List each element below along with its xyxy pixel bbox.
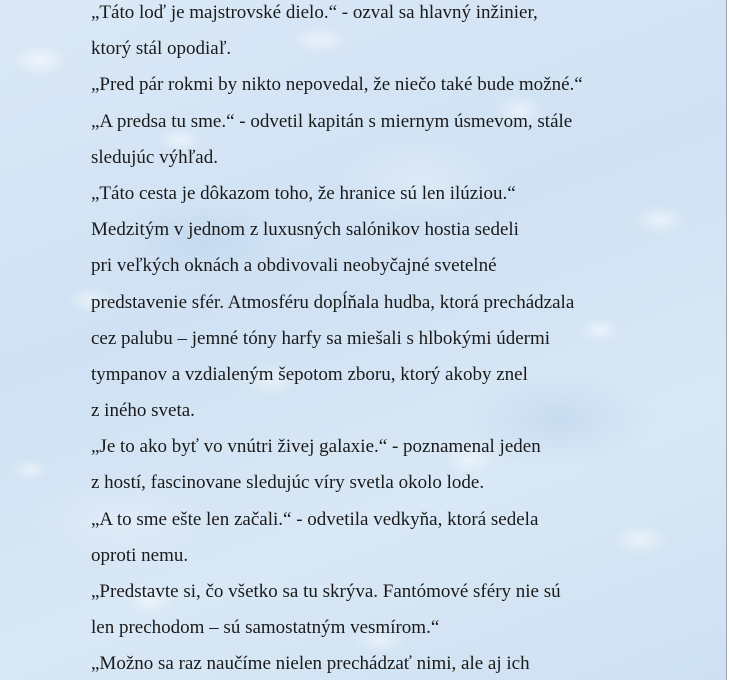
text-line: sledujúc výhľad. — [91, 146, 218, 168]
text-line: pri veľkých oknách a obdivovali neobyčajné svetelné — [91, 255, 497, 277]
text-line: „A predsa tu sme.“ - odvetil kapitán s miernym úsmevom, stále — [91, 110, 573, 132]
text-line: oproti nemu. — [91, 544, 189, 566]
text-line: „Pred pár rokmi by nikto nepovedal, že niečo také bude možné.“ — [91, 74, 583, 96]
text-line: „Možno sa raz naučíme nielen prechádzať nimi, ale aj ich — [91, 653, 530, 675]
text-line: „Predstavte si, čo všetko sa tu skrýva. Fantómové sféry nie sú — [91, 581, 561, 602]
document-text — [91, 0, 651, 680]
text-line: predstavenie sfér. Atmosféru dopĺňala hudba, ktorá prechádzala — [91, 291, 575, 313]
text-line: Medzitým v jednom z luxusných salónikov hostia sedeli — [91, 219, 519, 241]
text-line: „Táto cesta je dôkazom toho, že hranice sú len ilúziou.“ — [91, 182, 516, 204]
text-line: cez palubu – jemné tóny harfy sa miešali s hlbokými údermi — [91, 327, 551, 349]
text-line: len prechodom – sú samostatným vesmírom.“ — [91, 617, 440, 639]
text-line: tympanov a vzdialeným šepotom zboru, ktorý akoby znel — [91, 363, 528, 385]
text-line: ktorý stál opodiaľ. — [91, 38, 232, 60]
text-line: z iného sveta. — [91, 400, 195, 422]
text-line: z hostí, fascinovane sledujúc víry svetla okolo lode. — [91, 472, 485, 494]
text-line: „Je to ako byť vo vnútri živej galaxie.“ - poznamenal jeden — [91, 436, 541, 458]
text-line: „A to sme ešte len začali.“ - odvetila vedkyňa, ktorá sedela — [91, 508, 539, 530]
text-line: „Táto loď je majstrovské dielo.“ - ozval sa hlavný inžinier, — [91, 2, 538, 23]
